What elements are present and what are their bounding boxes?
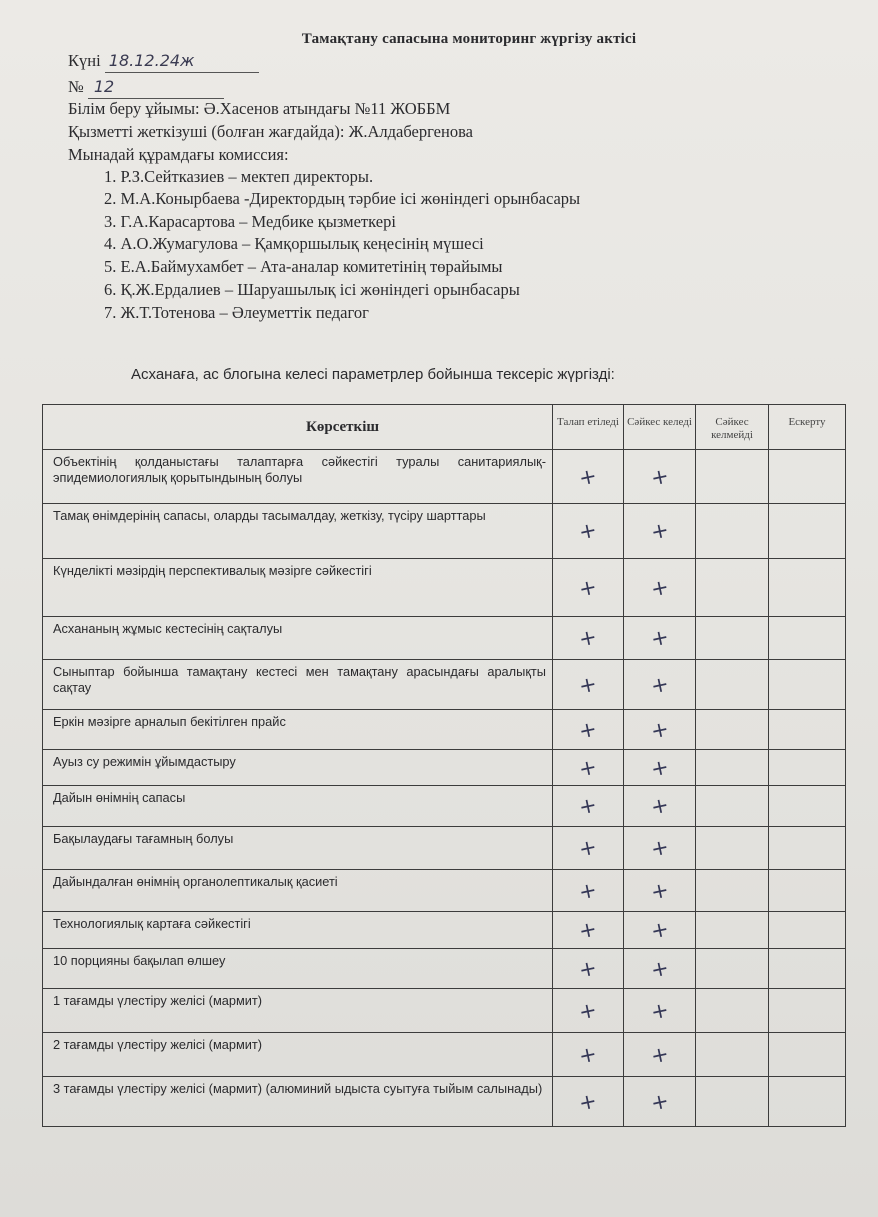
table-row — [43, 504, 846, 559]
row-label: 1 тағамды үлестіру желісі (мармит) — [43, 989, 553, 1033]
table-row — [43, 949, 846, 989]
note-cell — [769, 559, 846, 617]
table-row — [43, 450, 846, 504]
compliant-mark: + — [624, 450, 696, 504]
commission-member: 7. Ж.Т.Тотенова – Әлеуметтік педагог — [104, 303, 369, 322]
note-cell — [769, 617, 846, 660]
number-label: № — [68, 77, 84, 96]
note-cell — [769, 710, 846, 750]
noncompliant-cell — [696, 1077, 769, 1127]
required-mark: + — [553, 559, 624, 617]
compliant-mark: + — [624, 617, 696, 660]
header-compliant: Сәйкес келеді — [624, 405, 696, 450]
table-row — [43, 617, 846, 660]
noncompliant-cell — [696, 710, 769, 750]
row-label: Технологиялық картаға сәйкестігі — [43, 912, 553, 949]
header-indicator: Көрсеткіш — [43, 405, 553, 450]
note-cell — [769, 989, 846, 1033]
header-required: Талап етіледі — [553, 405, 624, 450]
required-mark: + — [553, 1033, 624, 1077]
compliant-mark: + — [624, 989, 696, 1033]
required-mark: + — [553, 912, 624, 949]
inspection-intro: Асханаға, ас блогына келесі параметрлер бойынша тексеріс жүргізді: — [131, 366, 615, 383]
required-mark: + — [553, 989, 624, 1033]
table-row — [43, 660, 846, 710]
compliant-mark: + — [624, 750, 696, 786]
noncompliant-cell — [696, 750, 769, 786]
compliant-mark: + — [624, 660, 696, 710]
number-line — [68, 76, 224, 99]
date-value: 18.12.24ж — [105, 50, 259, 73]
required-mark: + — [553, 617, 624, 660]
noncompliant-cell — [696, 912, 769, 949]
noncompliant-cell — [696, 450, 769, 504]
note-cell — [769, 912, 846, 949]
table-row — [43, 827, 846, 870]
row-label: Күнделікті мәзірдің перспективалық мәзірге сәйкестігі — [43, 559, 553, 617]
row-label: 2 тағамды үлестіру желісі (мармит) — [43, 1033, 553, 1077]
required-mark: + — [553, 1077, 624, 1127]
compliant-mark: + — [624, 559, 696, 617]
note-cell — [769, 504, 846, 559]
row-label: Дайындалған өнімнің органолептикалық қасиеті — [43, 870, 553, 912]
required-mark: + — [553, 660, 624, 710]
required-mark: + — [553, 450, 624, 504]
commission-member: 4. А.О.Жумагулова – Қамқоршылық кеңесінің мүшесі — [104, 234, 484, 253]
noncompliant-cell — [696, 989, 769, 1033]
commission-member: 6. Қ.Ж.Ердалиев – Шаруашылық ісі жөніндегі орынбасары — [104, 280, 520, 299]
note-cell — [769, 870, 846, 912]
commission-heading: Мынадай құрамдағы комиссия: — [68, 145, 289, 164]
row-label: Бақылаудағы тағамның болуы — [43, 827, 553, 870]
row-label: Ауыз су режимін ұйымдастыру — [43, 750, 553, 786]
table-row — [43, 912, 846, 949]
noncompliant-cell — [696, 1033, 769, 1077]
supplier-line: Қызметті жеткізуші (болған жағдайда): Ж.Алдабергенова — [68, 122, 473, 141]
table-row — [43, 786, 846, 827]
note-cell — [769, 827, 846, 870]
required-mark: + — [553, 504, 624, 559]
organization-line: Білім беру ұйымы: Ә.Хасенов атындағы №11 ЖОББМ — [68, 99, 451, 118]
table-row — [43, 870, 846, 912]
note-cell — [769, 750, 846, 786]
header-note: Ескерту — [769, 405, 846, 450]
commission-member: 3. Г.А.Карасартова – Медбике қызметкері — [104, 212, 396, 231]
note-cell — [769, 949, 846, 989]
compliant-mark: + — [624, 504, 696, 559]
noncompliant-cell — [696, 870, 769, 912]
compliant-mark: + — [624, 912, 696, 949]
commission-member: 2. М.А.Конырбаева -Директордың тәрбие ісі жөніндегі орынбасары — [104, 189, 581, 208]
row-label: Объектінің қолданыстағы талаптарға сәйкестігі туралы санитариялық-эпидемиологиялық қорытындының болуы — [43, 450, 553, 504]
table-row — [43, 710, 846, 750]
required-mark: + — [553, 786, 624, 827]
row-label: Еркін мәзірге арналып бекітілген прайс — [43, 710, 553, 750]
commission-member: 1. Р.З.Сейтказиев – мектеп директоры. — [104, 167, 374, 186]
noncompliant-cell — [696, 827, 769, 870]
required-mark: + — [553, 710, 624, 750]
compliant-mark: + — [624, 870, 696, 912]
row-label: Асхананың жұмыс кестесінің сақталуы — [43, 617, 553, 660]
noncompliant-cell — [696, 504, 769, 559]
header-noncompliant: Сәйкес келмейді — [696, 405, 769, 450]
note-cell — [769, 786, 846, 827]
compliant-mark: + — [624, 1033, 696, 1077]
row-label: Тамақ өнімдерінің сапасы, оларды тасымалдау, жеткізу, түсіру шарттары — [43, 504, 553, 559]
noncompliant-cell — [696, 786, 769, 827]
note-cell — [769, 660, 846, 710]
note-cell — [769, 1033, 846, 1077]
inspection-table — [42, 404, 846, 1127]
compliant-mark: + — [624, 949, 696, 989]
noncompliant-cell — [696, 559, 769, 617]
required-mark: + — [553, 949, 624, 989]
table-row — [43, 559, 846, 617]
table-row — [43, 1077, 846, 1127]
row-label: 3 тағамды үлестіру желісі (мармит) (алюминий ыдыста суытуға тыйым салынады) — [43, 1077, 553, 1127]
note-cell — [769, 1077, 846, 1127]
document-title: Тамақтану сапасына мониторинг жүргізу актісі — [301, 31, 637, 47]
note-cell — [769, 450, 846, 504]
date-label: Күні — [68, 51, 101, 70]
compliant-mark: + — [624, 827, 696, 870]
row-label: Сыныптар бойынша тамақтану кестесі мен тамақтану арасындағы аралықты сақтау — [43, 660, 553, 710]
noncompliant-cell — [696, 617, 769, 660]
required-mark: + — [553, 750, 624, 786]
required-mark: + — [553, 870, 624, 912]
compliant-mark: + — [624, 710, 696, 750]
number-value: 12 — [88, 76, 224, 99]
compliant-mark: + — [624, 786, 696, 827]
row-label: Дайын өнімнің сапасы — [43, 786, 553, 827]
row-label: 10 порцияны бақылап өлшеу — [43, 949, 553, 989]
table-row — [43, 989, 846, 1033]
table-row — [43, 1033, 846, 1077]
required-mark: + — [553, 827, 624, 870]
commission-member: 5. Е.А.Баймухамбет – Ата-аналар комитетінің төрайымы — [104, 257, 503, 276]
date-line — [68, 50, 259, 73]
table-header-row — [43, 405, 846, 450]
noncompliant-cell — [696, 949, 769, 989]
noncompliant-cell — [696, 660, 769, 710]
compliant-mark: + — [624, 1077, 696, 1127]
table-row — [43, 750, 846, 786]
